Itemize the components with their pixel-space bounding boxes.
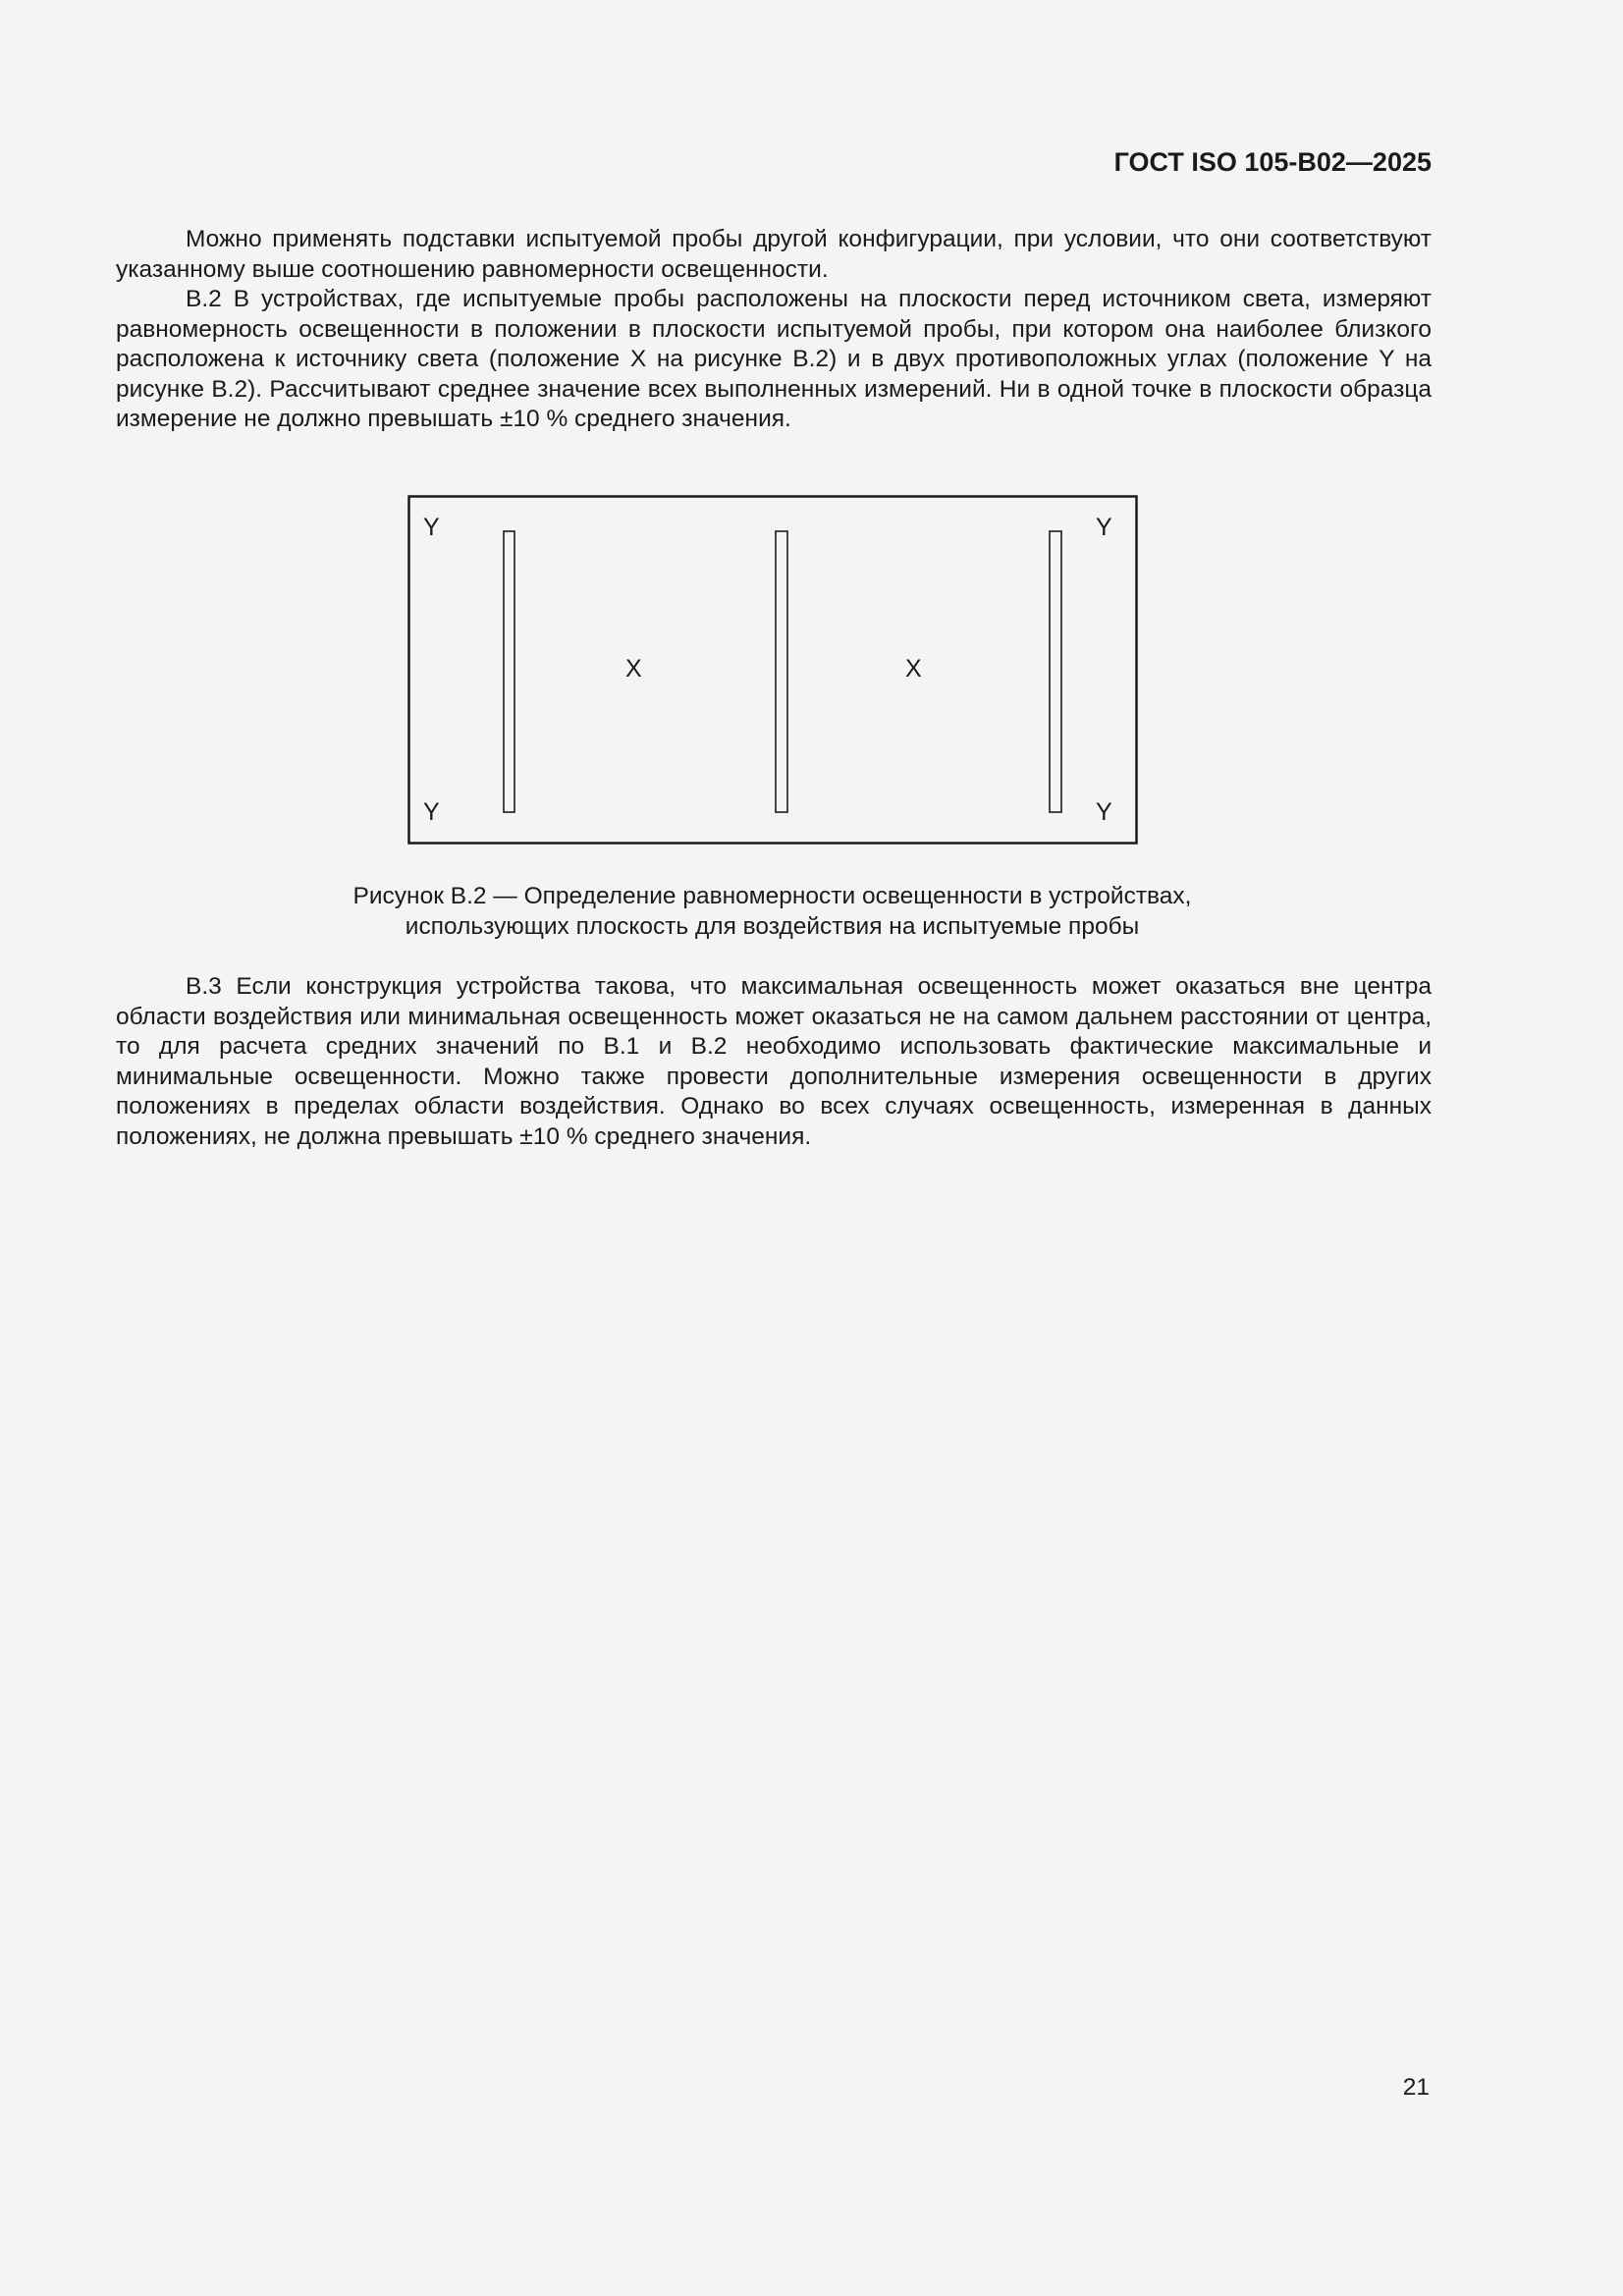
position-y-bottom-left: Y [423, 798, 440, 826]
paragraph-b3: В.3 Если конструкция устройства такова, что максимальная освещенность может оказаться вне центра области воздействия или минимальная освещенность может оказаться не на самом дальнем расстоянии от центра, то для расчета средних значений по В.1 и В.2 необходимо использовать фактические максимальные и минимальные освещенности. Можно также провести дополнительные измерения освещенности в других положениях в пределах области воздействия. Однако во всех случаях освещенность, измеренная в данных положениях, не должна превышать ±10 % среднего значения. [116, 973, 1432, 1150]
body-text-bottom [116, 972, 1432, 1152]
paragraph: Можно применять подставки испытуемой пробы другой конфигурации, при условии, что они соответствуют указанному выше соотношению равномерности освещенности. [116, 226, 1432, 283]
document-code-header: ГОСТ ISO 105-B02—2025 [1113, 147, 1432, 177]
specimen-strip-center [776, 531, 787, 812]
specimen-strip-right [1050, 531, 1061, 812]
position-y-top-right: Y [1096, 514, 1112, 541]
position-x-right: X [905, 655, 922, 683]
caption-line-2: использующих плоскость для воздействия на испытуемые пробы [405, 912, 1140, 940]
position-y-top-left: Y [423, 514, 440, 541]
exposure-plane-frame [409, 497, 1137, 844]
page-number: 21 [1402, 2074, 1430, 2101]
specimen-strip-left [504, 531, 514, 812]
paragraph-b2: В.2 В устройствах, где испытуемые пробы расположены на плоскости перед источником света, измеряют равномерность освещенности в положении в плоскости испытуемой пробы, при котором она наиболее близкого расположена к источнику света (положение X на рисунке В.2) и в двух противоположных углах (положение Y на рисунке В.2). Рассчитывают среднее значение всех выполненных измерений. Ни в одной точке в плоскости образца измерение не должно превышать ±10 % среднего значения. [116, 286, 1432, 432]
body-text-top [116, 225, 1432, 435]
position-x-left: X [625, 655, 642, 683]
position-y-bottom-right: Y [1096, 798, 1112, 826]
figure-b2-diagram [407, 495, 1138, 845]
caption-line-1: Рисунок В.2 — Определение равномерности освещенности в устройствах, [352, 883, 1192, 909]
figure-caption [0, 882, 1544, 942]
